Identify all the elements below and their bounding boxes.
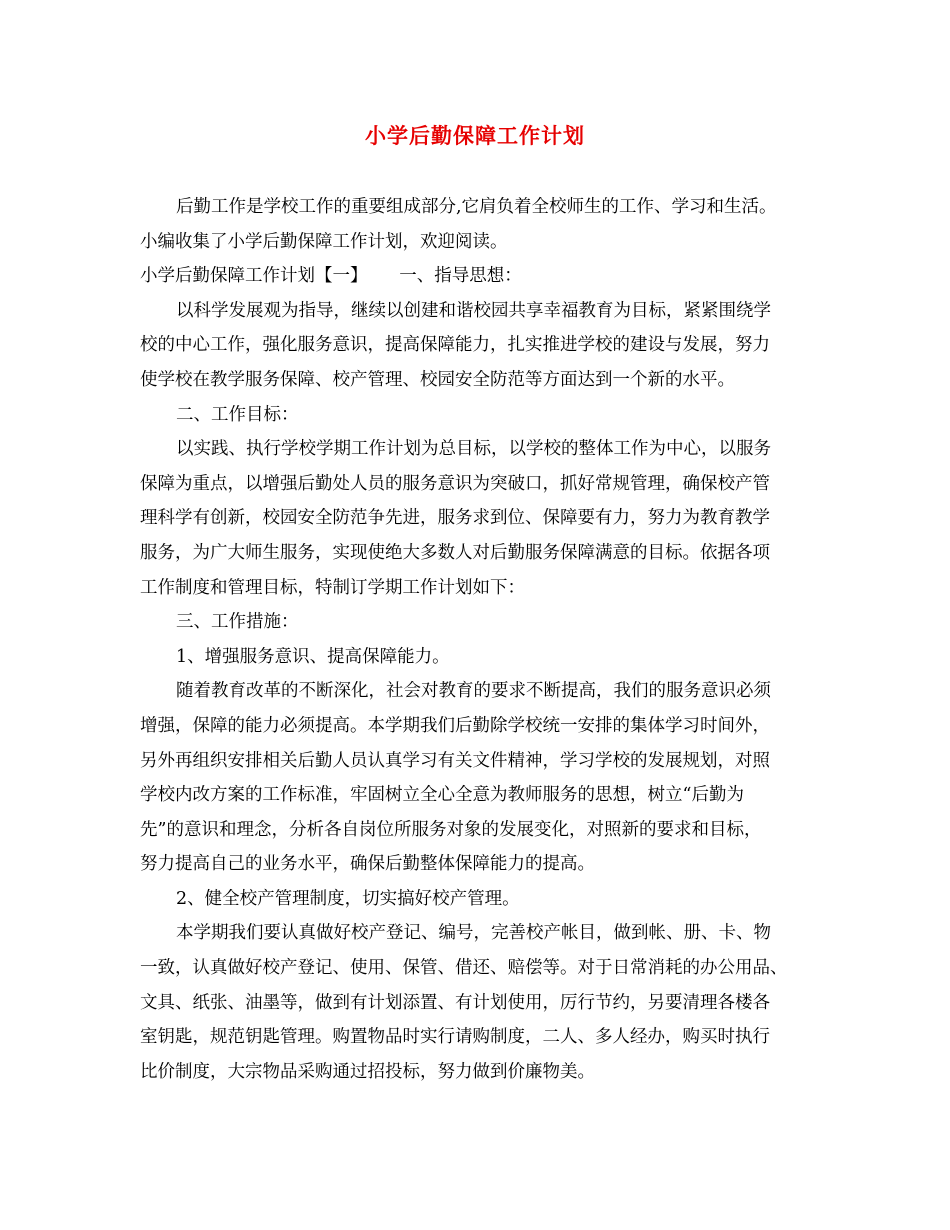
text-line: 理科学有创新，校园安全防范争先进，服务求到位、保障要有力，努力为教育教学 [140,508,770,529]
text-line: 文具、纸张、油墨等，做到有计划添置、有计划使用，厉行节约，另要清理各楼各 [140,992,770,1013]
text-line: 二、工作目标： [176,404,299,425]
text-line: 比价制度，大宗物品采购通过招投标，努力做到价廉物美。 [140,1061,595,1082]
text-line: 后勤工作是学校工作的重要组成部分,它肩负着全校师生的工作、学习和生活。 [176,197,777,217]
text-line: 小学后勤保障工作计划【一】 一、指导思想： [140,266,522,287]
text-line: 三、工作措施： [176,612,299,633]
text-line: 增强，保障的能力必须提高。本学期我们后勤除学校统一安排的集体学习时间外， [140,715,770,736]
text-line: 以实践、执行学校学期工作计划为总目标，以学校的整体工作为中心，以服务 [176,439,771,460]
text-line: 保障为重点，以增强后勤处人员的服务意识为突破口，抓好常规管理，确保校产管 [140,473,770,494]
text-line: 服务，为广大师生服务，实现使绝大多数人对后勤服务保障满意的目标。依据各项 [140,542,770,563]
text-line: 先”的意识和理念，分析各自岗位所服务对象的发展变化，对照新的要求和目标， [140,819,762,840]
text-line: 使学校在教学服务保障、校产管理、校园安全防范等方面达到一个新的水平。 [140,369,735,390]
text-line: 小编收集了小学后勤保障工作计划，欢迎阅读。 [140,231,508,252]
text-line: 学校内改方案的工作标准，牢固树立全心全意为教师服务的思想，树立“后勤为 [140,785,744,806]
text-line: 一致，认真做好校产登记、使用、保管、借还、赔偿等。对于日常消耗的办公用品、 [140,958,788,979]
text-line: 努力提高自己的业务水平，确保后勤整体保障能力的提高。 [140,854,595,875]
text-line: 室钥匙，规范钥匙管理。购置物品时实行请购制度，二人、多人经办，购买时执行 [140,1027,770,1048]
text-line: 工作制度和管理目标，特制订学期工作计划如下： [140,577,525,598]
text-line: 2、健全校产管理制度，切实搞好校产管理。 [176,888,520,909]
text-line: 以科学发展观为指导，继续以创建和谐校园共享幸福教育为目标，紧紧围绕学 [176,300,771,321]
text-line: 另外再组织安排相关后勤人员认真学习有关文件精神，学习学校的发展规划，对照 [140,750,770,771]
text-line: 校的中心工作，强化服务意识，提高保障能力，扎实推进学校的建设与发展，努力 [140,335,770,356]
document-title: 小学后勤保障工作计划 [365,123,585,148]
document-body [140,190,832,1089]
text-line: 随着教育改革的不断深化，社会对教育的要求不断提高，我们的服务意识必须 [176,681,771,702]
text-line: 本学期我们要认真做好校产登记、编号，完善校产帐目，做到帐、册、卡、物 [176,923,771,944]
text-line: 1、增强服务意识、提高保障能力。 [176,646,450,667]
